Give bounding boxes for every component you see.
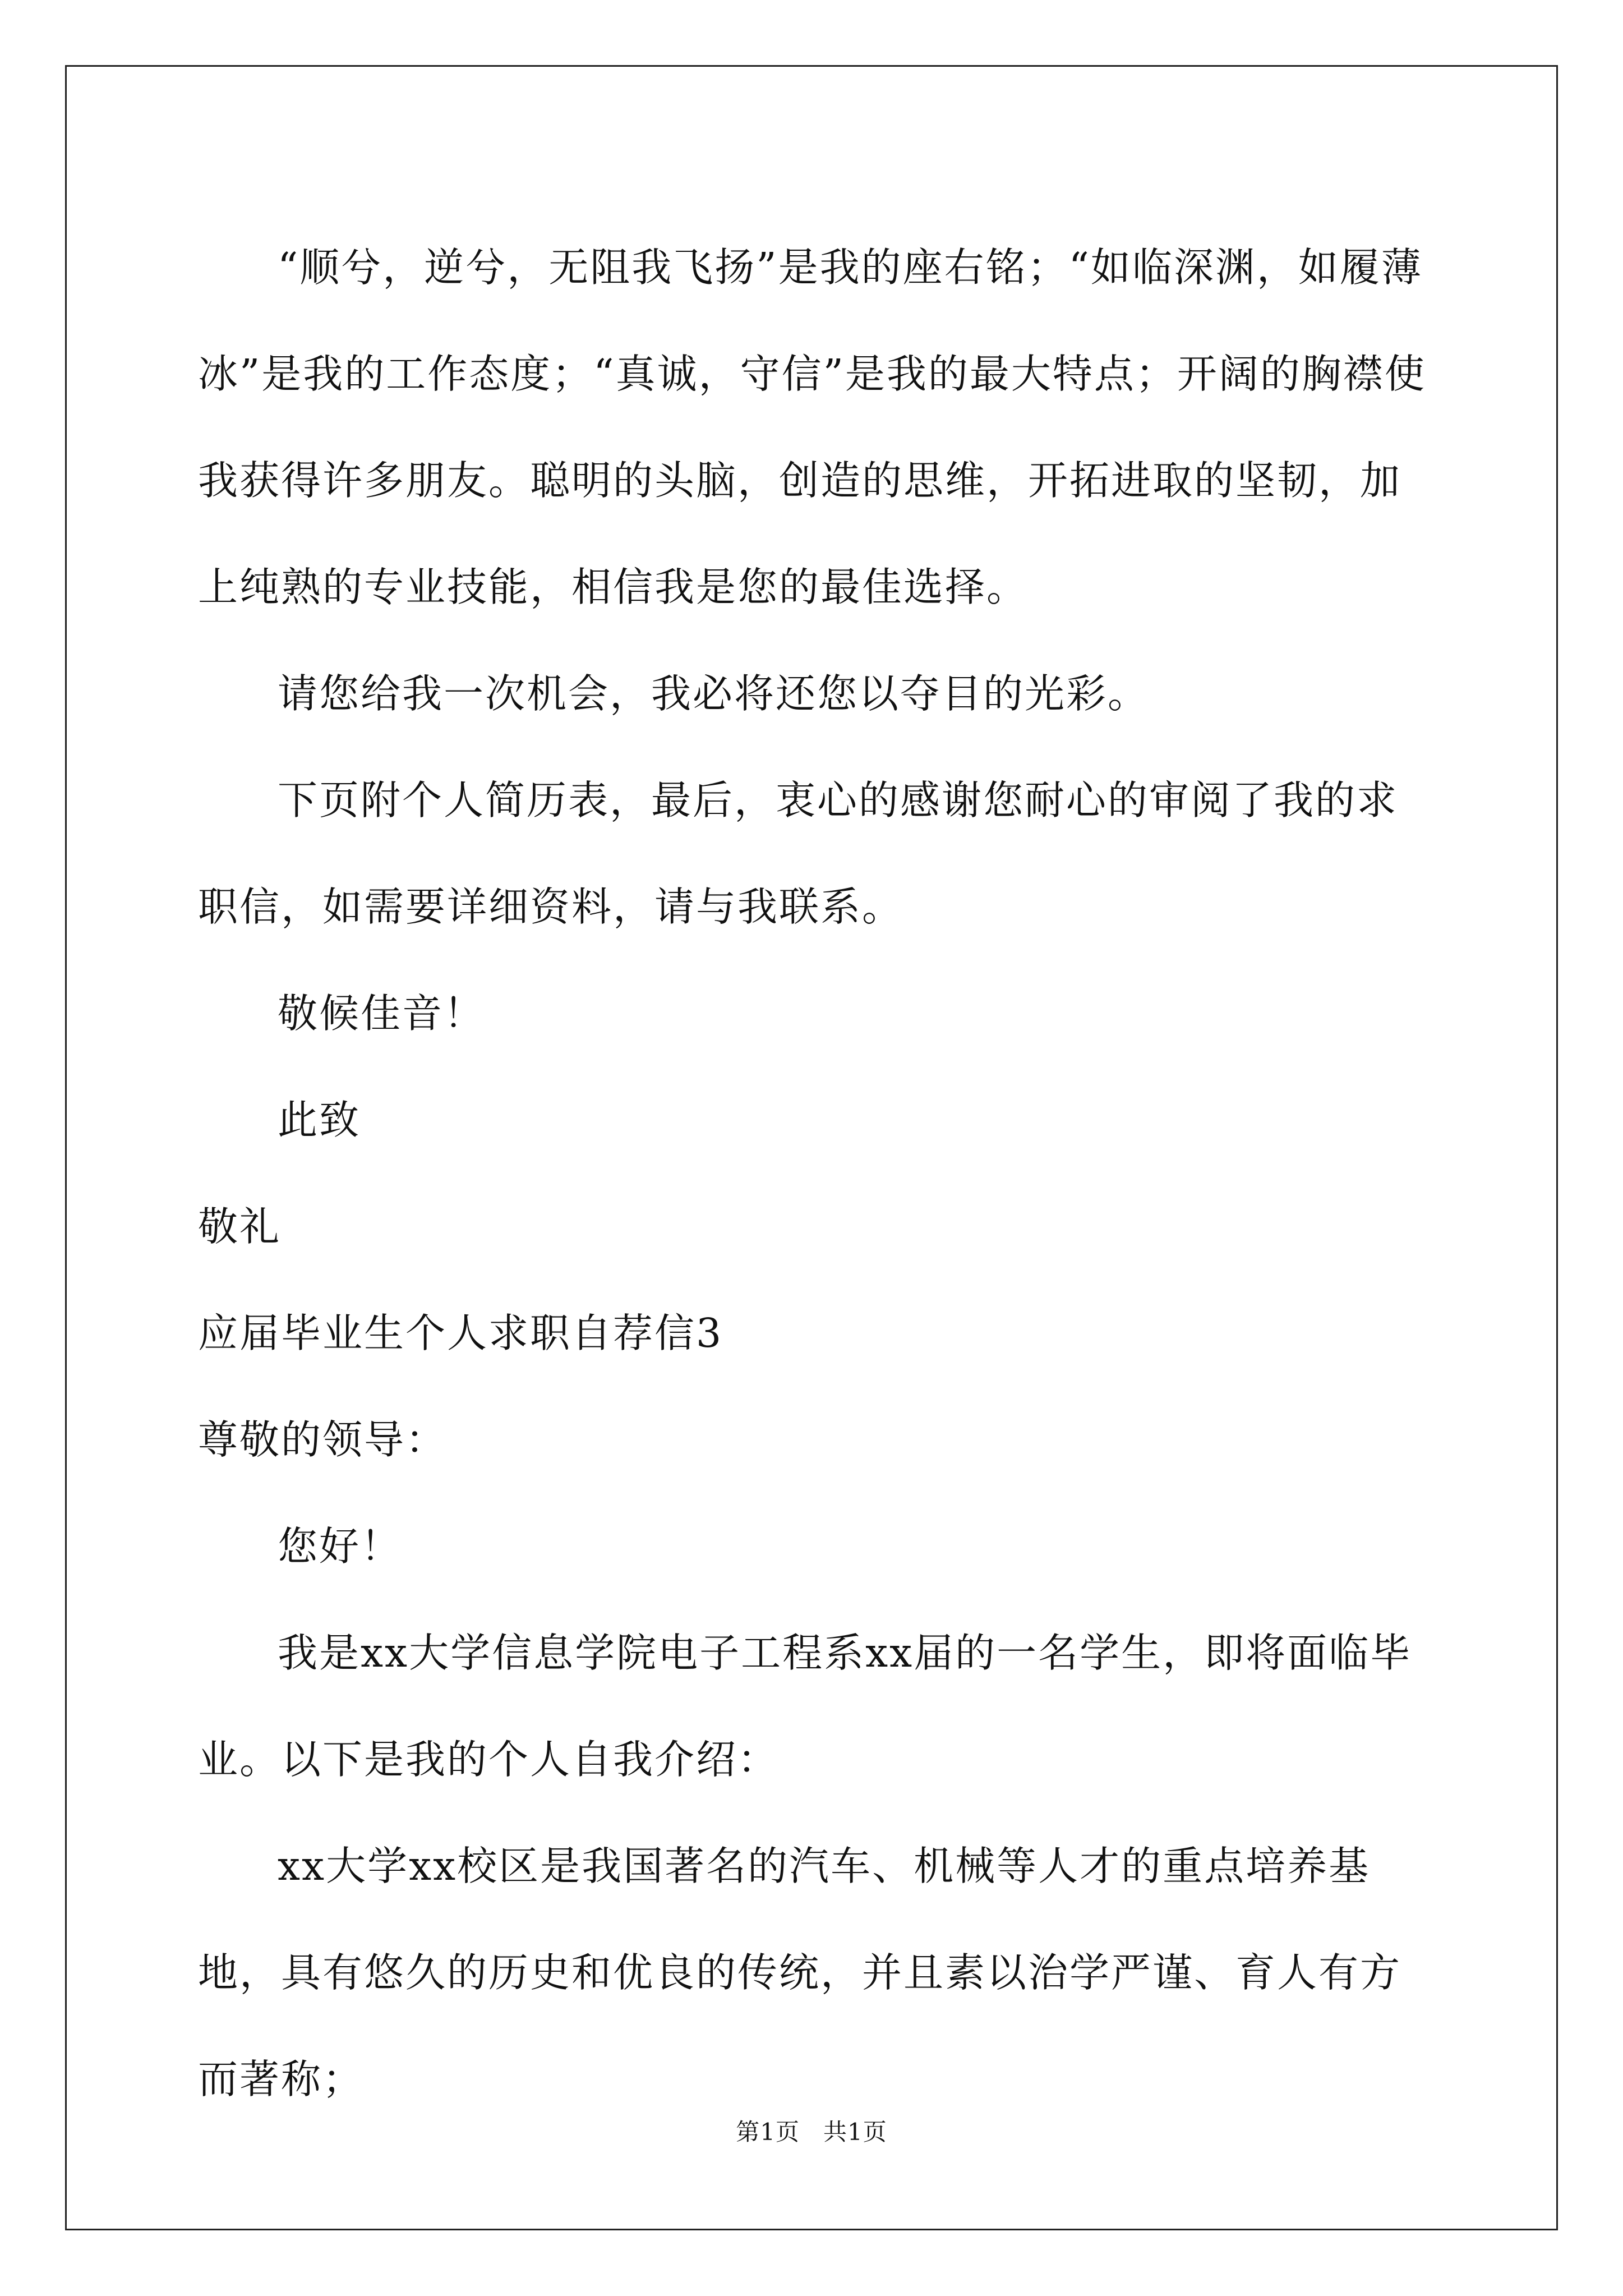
paragraph-request: 请您给我一次机会，我必将还您以夺目的光彩。 [278, 670, 1150, 717]
page-number: 第1页 [736, 2118, 800, 2146]
paragraph-await: 敬候佳音！ [278, 990, 486, 1037]
paragraph-motto: “顺兮，逆兮，无阻我飞扬”是我的座右铭；“如临深渊，如履薄冰”是我的工作态度；“真诚，守信”是我的最大特点；开阔的胸襟使我获得许多朋友。聪明的头脑，创造的思维，开拓进取的坚韧，加上纯熟的专业技能，相信我是您的最佳选择。 [198, 244, 1426, 610]
paragraph-introduction: 我是xx大学信息学院电子工程系xx届的一名学生，即将面临毕业。以下是我的个人自我介绍： [198, 1630, 1412, 1783]
paragraph-addressee: 尊敬的领导： [198, 1416, 448, 1463]
paragraph-salute: 敬礼 [198, 1203, 282, 1250]
section-heading: 应届毕业生个人求职自荐信3 [198, 1310, 723, 1356]
paragraph-closing: 此致 [278, 1097, 361, 1143]
paragraph-attachment: 下页附个人简历表，最后，衷心的感谢您耐心的审阅了我的求职信，如需要详细资料，请与我联系。 [198, 777, 1399, 930]
page-footer [0, 2115, 1623, 2149]
paragraph-school: xx大学xx校区是我国著名的汽车、机械等人才的重点培养基地，具有悠久的历史和优良的传统，并且素以治学严谨、育人有方而著称； [198, 1843, 1402, 2102]
page-total: 共1页 [823, 2118, 887, 2146]
paragraph-greeting: 您好！ [278, 1523, 403, 1570]
document-body [198, 214, 1431, 2133]
